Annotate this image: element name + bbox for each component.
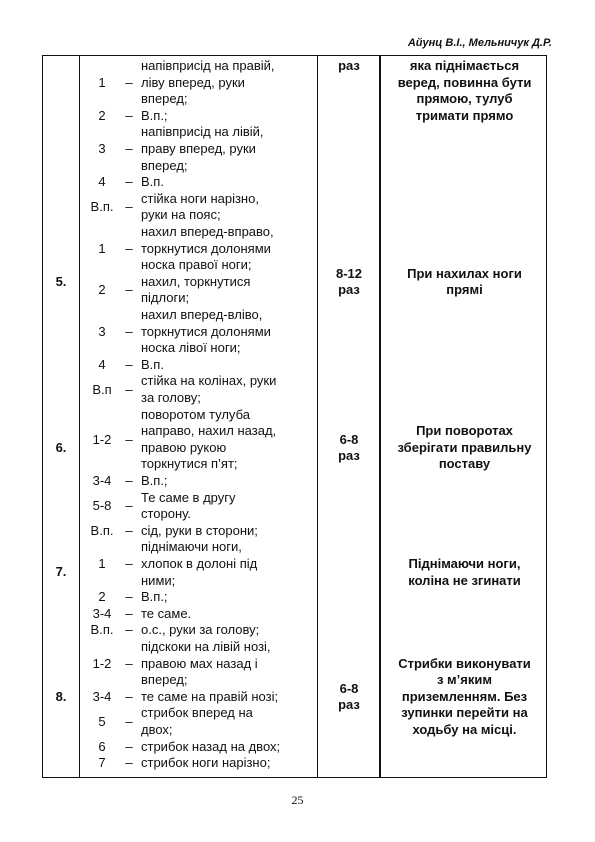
step-label: 4 (98, 174, 106, 190)
step-dash: – (125, 282, 133, 298)
step-description: напівприсід на правій, (141, 58, 275, 73)
step-label: 1 (98, 74, 106, 90)
step-dash: – (125, 655, 133, 671)
step-dash: – (125, 589, 133, 605)
step-label: 1 (98, 556, 106, 571)
step-description: стрибок ноги нарізно; (141, 755, 271, 771)
step-dash: – (125, 431, 133, 447)
page-number: 25 (291, 793, 304, 807)
step-description: нахил вперед-вліво, торкнутися долонями носка лівої ноги; (141, 307, 271, 356)
dosage: 6-8 раз (338, 680, 360, 713)
exercise-number: 6. (55, 439, 67, 455)
step-label: 2 (98, 589, 106, 605)
step-label: 1 (98, 240, 106, 256)
step-dash: – (125, 556, 133, 571)
step-label: 1-2 (92, 431, 112, 447)
step-dash: – (125, 522, 133, 538)
step-description: сід, руки в сторони; (141, 522, 258, 538)
exercise-table (42, 56, 547, 778)
step-description: підскоки на лівій нозі, правою мах назад і вперед; (141, 639, 271, 688)
step-label: 1-2 (92, 655, 112, 671)
step-dash: – (125, 688, 133, 704)
step-dash: – (125, 141, 133, 156)
step-description: В.п.; (141, 589, 168, 605)
method-note: Піднімаючи ноги, коліна не згинати (408, 556, 521, 588)
step-description: В.п.; (141, 473, 168, 488)
step-description: стійка на колінах, руки за голову; (141, 373, 277, 405)
step-description: те саме. (141, 605, 192, 621)
step-description: ліву вперед, руки (141, 74, 245, 90)
step-label: В.п (92, 381, 112, 397)
step-label: 3 (98, 323, 106, 339)
running-header-authors: Айунц В.І., Мельничук Д.Р. (407, 37, 552, 49)
step-label: 3 (98, 141, 106, 156)
exercise-number: 5. (55, 273, 67, 289)
step-label: 3-4 (92, 688, 112, 704)
step-description: нахил вперед-вправо, торкнутися долонями носка правої ноги; (141, 224, 274, 273)
method-note: При поворотах зберігати правильну поставу (397, 423, 532, 472)
step-dash: – (125, 473, 133, 488)
step-description: те саме на правій нозі; (141, 688, 279, 704)
step-description: о.с., руки за голову; (141, 622, 260, 638)
method-note: Стрибки виконувати з м’яким приземленням. Без зупинки перейти на ходьбу на місці. (398, 655, 531, 737)
step-dash: – (125, 713, 133, 729)
step-description: поворотом тулуба направо, нахил назад, правою рукою торкнутися п’ят; (141, 406, 277, 472)
step-dash: – (125, 497, 133, 513)
step-label: 2 (98, 282, 106, 298)
step-description: піднімаючи ноги, хлопок в долоні під ними; (141, 539, 258, 588)
step-label: В.п. (90, 622, 114, 638)
step-label: 3-4 (92, 473, 112, 488)
step-dash: – (125, 323, 133, 339)
step-description: стрибок вперед на двох; (141, 705, 253, 737)
step-description: В.п. (141, 356, 164, 372)
step-label: 2 (98, 107, 106, 123)
step-description: вперед; (141, 157, 188, 173)
method-note: При нахилах ноги прямі (407, 265, 522, 298)
step-dash: – (125, 622, 133, 638)
step-dash: – (125, 74, 133, 90)
step-label: 7 (98, 755, 106, 771)
step-dash: – (125, 199, 133, 215)
dosage: раз (338, 58, 360, 73)
step-description: стійка ноги нарізно, руки на пояс; (141, 190, 259, 223)
step-label: 4 (98, 356, 106, 372)
step-label: 3-4 (92, 605, 112, 621)
step-dash: – (125, 107, 133, 123)
exercise-number: 8. (55, 688, 67, 704)
step-description: стрибок назад на двох; (141, 738, 281, 754)
step-description: Те саме в другу сторону. (141, 489, 236, 522)
step-label: 5 (98, 713, 106, 729)
column-divider (317, 56, 318, 777)
step-dash: – (125, 381, 133, 397)
step-description: вперед; (141, 91, 188, 107)
step-label: В.п. (90, 199, 114, 215)
step-description: напівприсід на лівій, (141, 124, 264, 140)
step-dash: – (125, 356, 133, 372)
step-dash: – (125, 605, 133, 621)
step-dash: – (125, 755, 133, 771)
step-description: В.п.; (141, 107, 168, 123)
step-dash: – (125, 174, 133, 190)
step-label: 6 (98, 738, 106, 754)
step-dash: – (125, 240, 133, 256)
dosage: 6-8 раз (338, 431, 360, 464)
method-note: яка піднімається веред, повинна бути прямою, тулуб тримати прямо (397, 58, 532, 123)
exercise-number: 7. (55, 564, 67, 580)
step-description: В.п. (141, 174, 164, 190)
step-description: нахил, торкнутися підлоги; (141, 273, 251, 306)
step-label: В.п. (90, 522, 114, 538)
step-label: 5-8 (92, 497, 112, 513)
column-divider (79, 56, 80, 777)
step-dash: – (125, 738, 133, 754)
step-description: праву вперед, руки (141, 141, 256, 156)
dosage: 8-12 раз (335, 265, 363, 298)
